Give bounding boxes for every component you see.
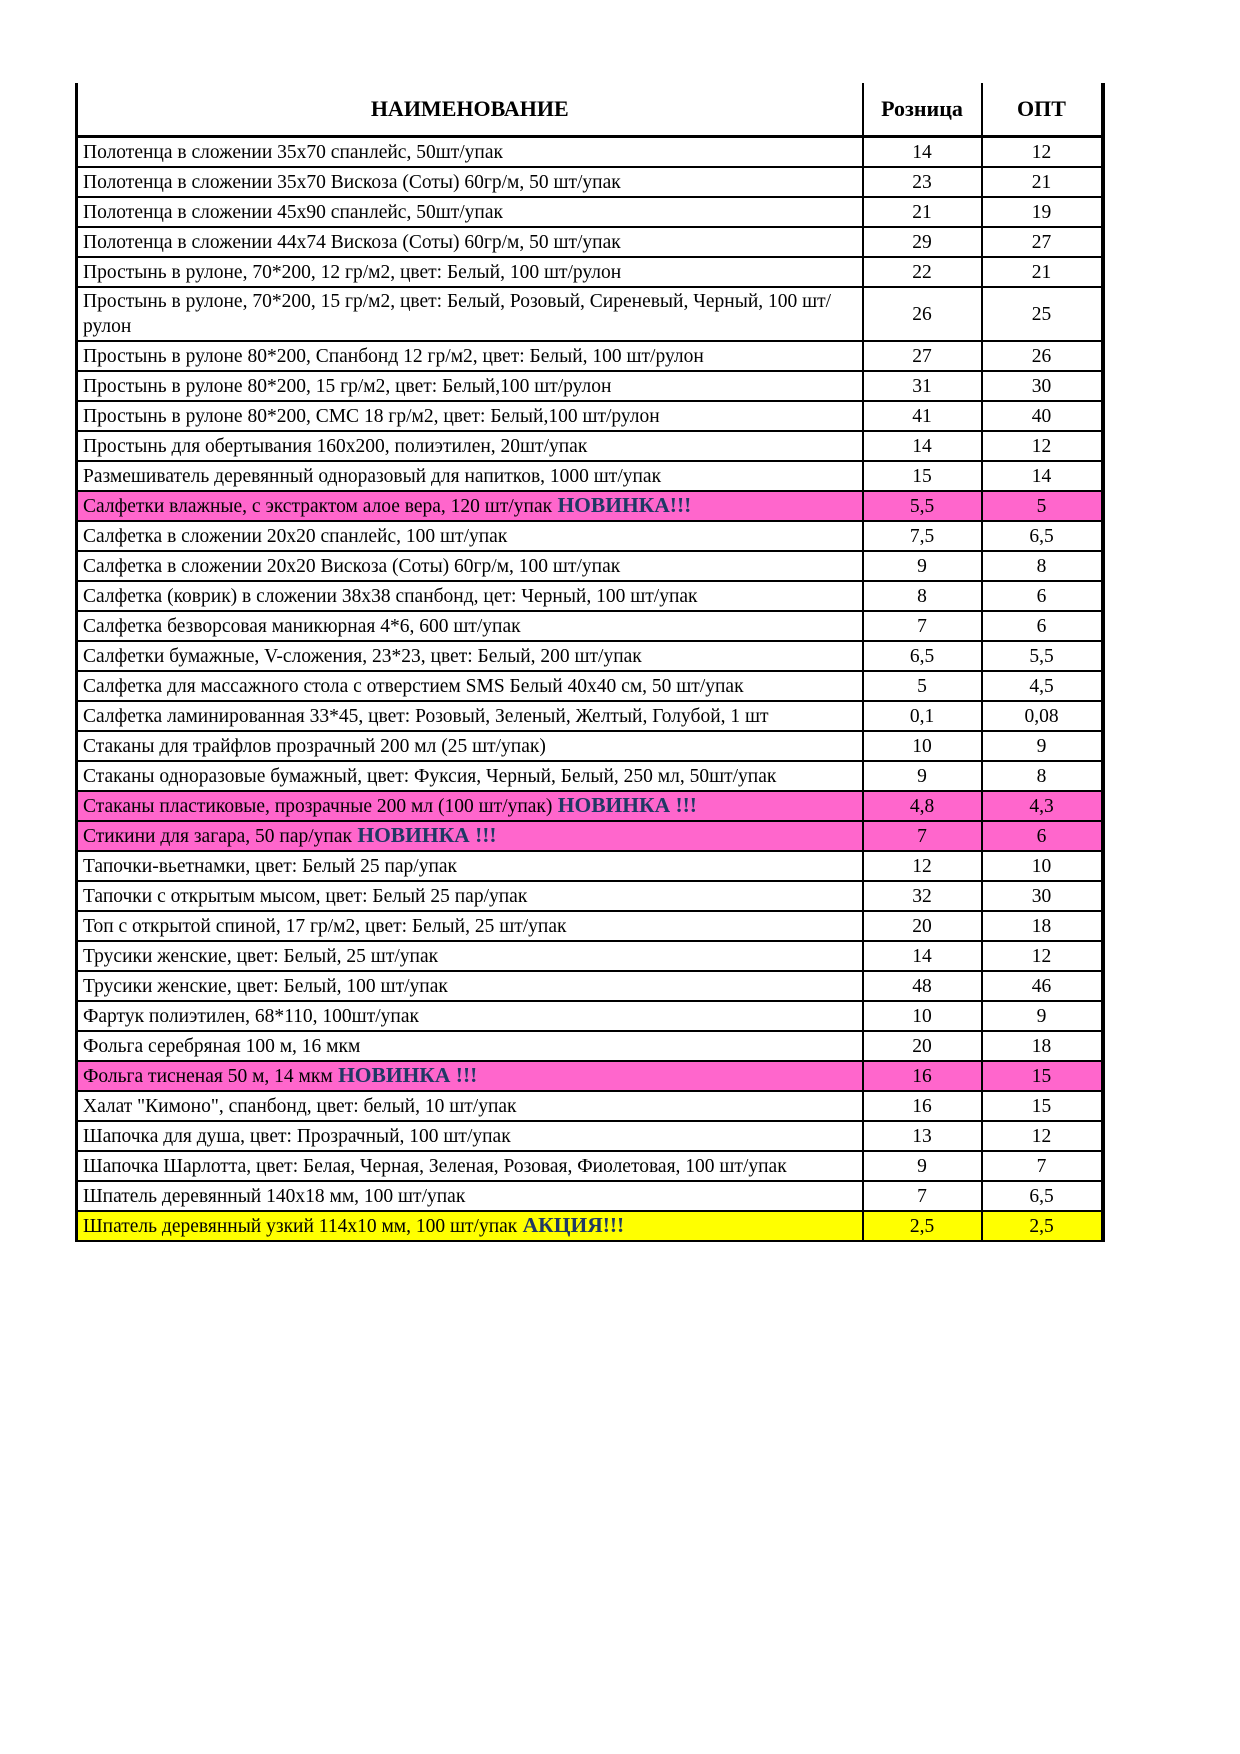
wholesale-price-cell: 4,5	[982, 671, 1103, 701]
product-name-cell: Салфетка для массажного стола с отверстием SMS Белый 40х40 см, 50 шт/упак	[77, 671, 863, 701]
product-name-cell: Шапочка Шарлотта, цвет: Белая, Черная, Зеленая, Розовая, Фиолетовая, 100 шт/упак	[77, 1151, 863, 1181]
table-row	[77, 1181, 1103, 1211]
table-row	[77, 611, 1103, 641]
retail-price-cell: 7	[863, 1181, 982, 1211]
product-name-cell: Халат "Кимоно", спанбонд, цвет: белый, 10 шт/упак	[77, 1091, 863, 1121]
retail-price-cell: 8	[863, 581, 982, 611]
wholesale-price-cell: 8	[982, 551, 1103, 581]
product-name-cell: Салфетка в сложении 20х20 спанлейс, 100 шт/упак	[77, 521, 863, 551]
wholesale-price-cell: 6	[982, 611, 1103, 641]
wholesale-price-cell: 8	[982, 761, 1103, 791]
product-name-cell: Размешиватель деревянный одноразовый для напитков, 1000 шт/упак	[77, 461, 863, 491]
promo-annotation: НОВИНКА !!!	[552, 793, 697, 817]
retail-price-cell: 0,1	[863, 701, 982, 731]
retail-price-cell: 2,5	[863, 1211, 982, 1241]
retail-price-cell: 14	[863, 941, 982, 971]
wholesale-price-cell: 7	[982, 1151, 1103, 1181]
table-row	[77, 551, 1103, 581]
wholesale-price-cell: 12	[982, 137, 1103, 168]
table-row	[77, 971, 1103, 1001]
retail-price-cell: 6,5	[863, 641, 982, 671]
wholesale-price-cell: 4,3	[982, 791, 1103, 821]
product-name-cell: Салфетка безворсовая маникюрная 4*6, 600 шт/упак	[77, 611, 863, 641]
price-table-body	[77, 137, 1103, 1242]
promo-annotation: НОВИНКА !!!	[332, 1063, 478, 1087]
table-row	[77, 1151, 1103, 1181]
wholesale-price-cell: 9	[982, 731, 1103, 761]
product-name-cell: Простынь для обертывания 160х200, полиэтилен, 20шт/упак	[77, 431, 863, 461]
retail-price-cell: 7	[863, 611, 982, 641]
retail-price-cell: 20	[863, 1031, 982, 1061]
table-row	[77, 491, 1103, 521]
header-name: НАИМЕНОВАНИЕ	[77, 83, 863, 137]
retail-price-cell: 23	[863, 167, 982, 197]
product-name-cell: Простынь в рулоне, 70*200, 12 гр/м2, цвет: Белый, 100 шт/рулон	[77, 257, 863, 287]
product-name-cell: Салфетки влажные, с экстрактом алое вера, 120 шт/упак НОВИНКА!!!	[77, 491, 863, 521]
table-row	[77, 881, 1103, 911]
product-name-cell: Полотенца в сложении 35х70 спанлейс, 50шт/упак	[77, 137, 863, 168]
product-name-cell: Фартук полиэтилен, 68*110, 100шт/упак	[77, 1001, 863, 1031]
header-retail: Розница	[863, 83, 982, 137]
retail-price-cell: 5	[863, 671, 982, 701]
table-row	[77, 1091, 1103, 1121]
retail-price-cell: 21	[863, 197, 982, 227]
wholesale-price-cell: 6,5	[982, 521, 1103, 551]
product-name-cell: Простынь в рулоне, 70*200, 15 гр/м2, цвет: Белый, Розовый, Сиреневый, Черный, 100 шт/рулон	[77, 287, 863, 341]
wholesale-price-cell: 12	[982, 941, 1103, 971]
product-name-cell: Простынь в рулоне 80*200, Спанбонд 12 гр/м2, цвет: Белый, 100 шт/рулон	[77, 341, 863, 371]
product-name-cell: Стаканы одноразовые бумажный, цвет: Фуксия, Черный, Белый, 250 мл, 50шт/упак	[77, 761, 863, 791]
product-name-cell: Шапочка для душа, цвет: Прозрачный, 100 шт/упак	[77, 1121, 863, 1151]
product-name-cell: Салфетка (коврик) в сложении 38х38 спанбонд, цет: Черный, 100 шт/упак	[77, 581, 863, 611]
table-row	[77, 911, 1103, 941]
wholesale-price-cell: 26	[982, 341, 1103, 371]
wholesale-price-cell: 30	[982, 881, 1103, 911]
table-row	[77, 941, 1103, 971]
product-name-cell: Салфетки бумажные, V-сложения, 23*23, цвет: Белый, 200 шт/упак	[77, 641, 863, 671]
wholesale-price-cell: 5,5	[982, 641, 1103, 671]
table-row	[77, 1211, 1103, 1241]
product-name-cell: Шпатель деревянный 140х18 мм, 100 шт/упак	[77, 1181, 863, 1211]
table-row	[77, 761, 1103, 791]
table-row	[77, 167, 1103, 197]
product-name-cell: Салфетка ламинированная 33*45, цвет: Розовый, Зеленый, Желтый, Голубой, 1 шт	[77, 701, 863, 731]
retail-price-cell: 26	[863, 287, 982, 341]
table-row	[77, 671, 1103, 701]
table-row	[77, 581, 1103, 611]
retail-price-cell: 14	[863, 431, 982, 461]
price-table	[75, 83, 1105, 1242]
wholesale-price-cell: 30	[982, 371, 1103, 401]
product-name-cell: Тапочки-вьетнамки, цвет: Белый 25 пар/упак	[77, 851, 863, 881]
retail-price-cell: 13	[863, 1121, 982, 1151]
product-name-cell: Фольга серебряная 100 м, 16 мкм	[77, 1031, 863, 1061]
wholesale-price-cell: 21	[982, 257, 1103, 287]
header-wholesale: ОПТ	[982, 83, 1103, 137]
promo-annotation: НОВИНКА!!!	[552, 493, 692, 517]
retail-price-cell: 9	[863, 551, 982, 581]
retail-price-cell: 4,8	[863, 791, 982, 821]
product-name-cell: Топ с открытой спиной, 17 гр/м2, цвет: Белый, 25 шт/упак	[77, 911, 863, 941]
retail-price-cell: 9	[863, 1151, 982, 1181]
table-row	[77, 1121, 1103, 1151]
table-row	[77, 401, 1103, 431]
retail-price-cell: 14	[863, 137, 982, 168]
retail-price-cell: 20	[863, 911, 982, 941]
promo-annotation: НОВИНКА !!!	[351, 823, 497, 847]
product-name-cell: Стаканы пластиковые, прозрачные 200 мл (100 шт/упак) НОВИНКА !!!	[77, 791, 863, 821]
table-row	[77, 641, 1103, 671]
table-row	[77, 341, 1103, 371]
table-row	[77, 257, 1103, 287]
wholesale-price-cell: 9	[982, 1001, 1103, 1031]
retail-price-cell: 9	[863, 761, 982, 791]
retail-price-cell: 29	[863, 227, 982, 257]
wholesale-price-cell: 46	[982, 971, 1103, 1001]
product-name-cell: Тапочки с открытым мысом, цвет: Белый 25 пар/упак	[77, 881, 863, 911]
table-row	[77, 821, 1103, 851]
table-row	[77, 461, 1103, 491]
table-row	[77, 197, 1103, 227]
wholesale-price-cell: 5	[982, 491, 1103, 521]
wholesale-price-cell: 15	[982, 1061, 1103, 1091]
retail-price-cell: 22	[863, 257, 982, 287]
promo-annotation: АКЦИЯ!!!	[517, 1213, 625, 1237]
table-row	[77, 1061, 1103, 1091]
retail-price-cell: 7	[863, 821, 982, 851]
retail-price-cell: 16	[863, 1061, 982, 1091]
retail-price-cell: 32	[863, 881, 982, 911]
product-name-cell: Полотенца в сложении 45х90 спанлейс, 50шт/упак	[77, 197, 863, 227]
product-name-cell: Фольга тисненая 50 м, 14 мкм НОВИНКА !!!	[77, 1061, 863, 1091]
retail-price-cell: 15	[863, 461, 982, 491]
table-row	[77, 521, 1103, 551]
wholesale-price-cell: 10	[982, 851, 1103, 881]
wholesale-price-cell: 6	[982, 821, 1103, 851]
wholesale-price-cell: 12	[982, 431, 1103, 461]
wholesale-price-cell: 18	[982, 1031, 1103, 1061]
table-row	[77, 431, 1103, 461]
retail-price-cell: 31	[863, 371, 982, 401]
table-row	[77, 791, 1103, 821]
retail-price-cell: 10	[863, 1001, 982, 1031]
retail-price-cell: 5,5	[863, 491, 982, 521]
wholesale-price-cell: 6	[982, 581, 1103, 611]
table-row	[77, 227, 1103, 257]
retail-price-cell: 10	[863, 731, 982, 761]
table-row	[77, 731, 1103, 761]
wholesale-price-cell: 0,08	[982, 701, 1103, 731]
wholesale-price-cell: 27	[982, 227, 1103, 257]
product-name-cell: Трусики женские, цвет: Белый, 100 шт/упак	[77, 971, 863, 1001]
wholesale-price-cell: 21	[982, 167, 1103, 197]
wholesale-price-cell: 14	[982, 461, 1103, 491]
retail-price-cell: 7,5	[863, 521, 982, 551]
table-row	[77, 1001, 1103, 1031]
product-name-cell: Полотенца в сложении 44х74 Вискоза (Соты) 60гр/м, 50 шт/упак	[77, 227, 863, 257]
product-name-cell: Трусики женские, цвет: Белый, 25 шт/упак	[77, 941, 863, 971]
table-row	[77, 1031, 1103, 1061]
product-name-cell: Простынь в рулоне 80*200, 15 гр/м2, цвет: Белый,100 шт/рулон	[77, 371, 863, 401]
product-name-cell: Салфетка в сложении 20х20 Вискоза (Соты) 60гр/м, 100 шт/упак	[77, 551, 863, 581]
wholesale-price-cell: 40	[982, 401, 1103, 431]
product-name-cell: Простынь в рулоне 80*200, СМС 18 гр/м2, цвет: Белый,100 шт/рулон	[77, 401, 863, 431]
header-row	[77, 83, 1103, 137]
table-row	[77, 137, 1103, 168]
product-name-cell: Стикини для загара, 50 пар/упак НОВИНКА !!!	[77, 821, 863, 851]
product-name-cell: Полотенца в сложении 35х70 Вискоза (Соты) 60гр/м, 50 шт/упак	[77, 167, 863, 197]
product-name-cell: Шпатель деревянный узкий 114х10 мм, 100 шт/упак АКЦИЯ!!!	[77, 1211, 863, 1241]
wholesale-price-cell: 19	[982, 197, 1103, 227]
retail-price-cell: 48	[863, 971, 982, 1001]
wholesale-price-cell: 6,5	[982, 1181, 1103, 1211]
table-row	[77, 287, 1103, 341]
retail-price-cell: 41	[863, 401, 982, 431]
retail-price-cell: 12	[863, 851, 982, 881]
wholesale-price-cell: 12	[982, 1121, 1103, 1151]
table-row	[77, 701, 1103, 731]
retail-price-cell: 27	[863, 341, 982, 371]
wholesale-price-cell: 25	[982, 287, 1103, 341]
wholesale-price-cell: 18	[982, 911, 1103, 941]
wholesale-price-cell: 15	[982, 1091, 1103, 1121]
retail-price-cell: 16	[863, 1091, 982, 1121]
table-row	[77, 371, 1103, 401]
wholesale-price-cell: 2,5	[982, 1211, 1103, 1241]
product-name-cell: Стаканы для трайфлов прозрачный 200 мл (25 шт/упак)	[77, 731, 863, 761]
table-row	[77, 851, 1103, 881]
